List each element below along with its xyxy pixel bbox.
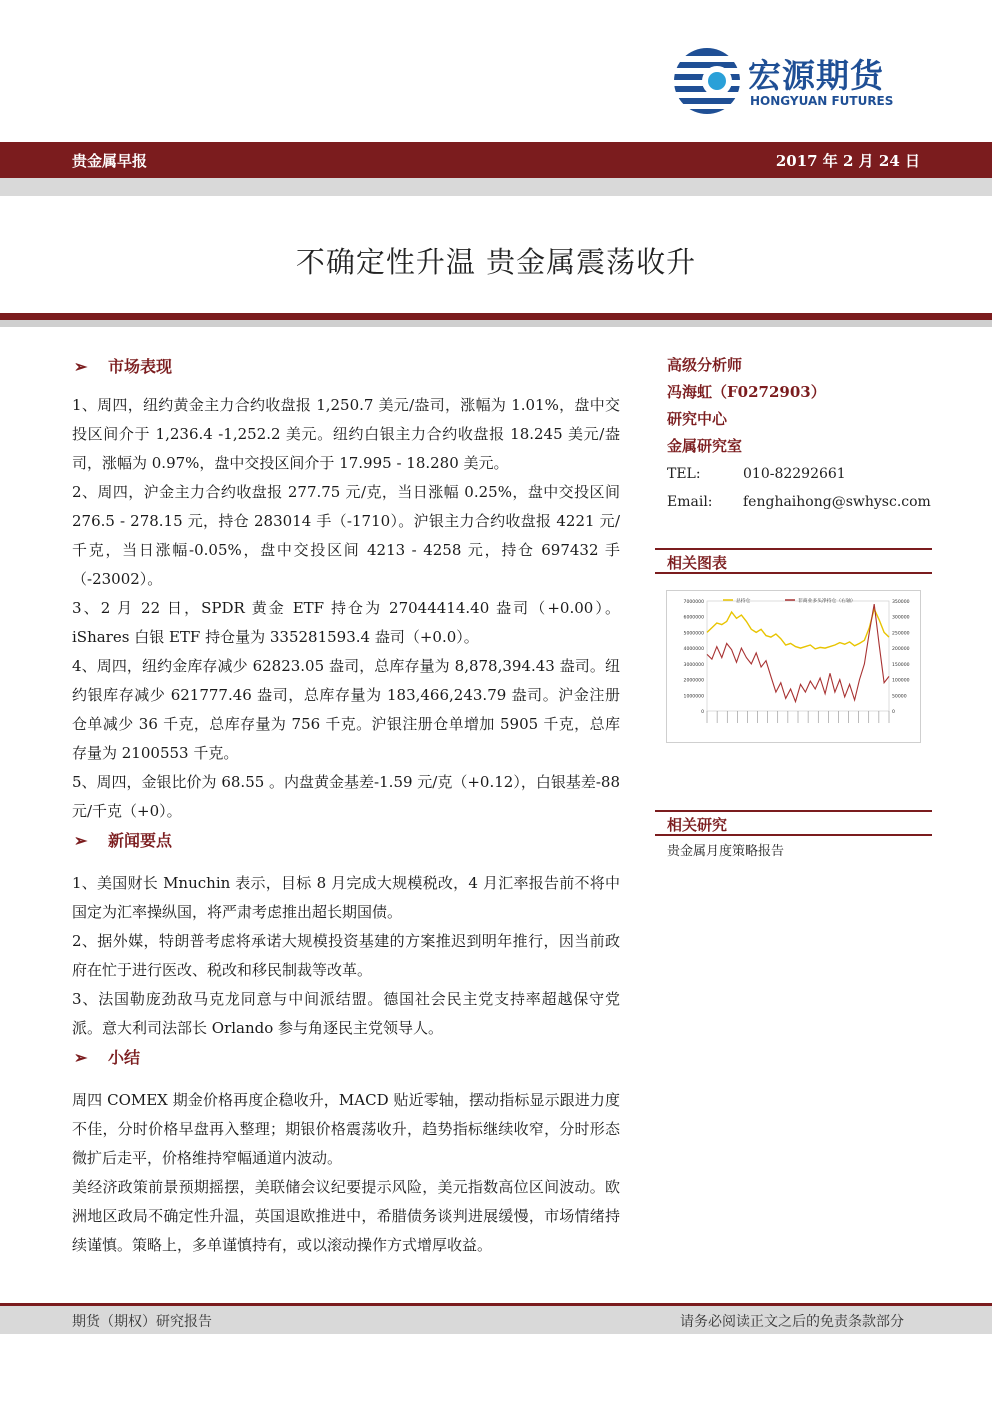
paragraph: 4、周四，纽约金库存减少 62823.05 盎司，总库存量为 8,878,394.43 盎司。纽约银库存减少 621777.46 盎司，总库存量为 183,466,243.79 盎司。沪金注册仓单减少 36 千克，总库存量为 756 千克。沪银注册仓单增加 5905 千克，总库存量为 2100553 千克。 bbox=[72, 657, 620, 762]
analyst-info bbox=[667, 352, 932, 516]
related-research-heading: 相关研究 bbox=[655, 810, 932, 836]
analyst-team: 金属研究室 bbox=[667, 437, 743, 455]
paragraph: 周四 COMEX 期金价格再度企稳收升，MACD 贴近零轴，摆动指标显示跟进力度不佳，分时价格早盘再入整理；期银价格震荡收升，趋势指标继续收窄，分时形态微扩后走平，价格维持窄幅通道内波动。 bbox=[72, 1091, 620, 1167]
series-line-net-long bbox=[707, 604, 889, 702]
y-right-tick-label: 300000 bbox=[892, 615, 910, 621]
section-heading bbox=[72, 826, 620, 856]
arrow-bullet-icon: ➢ bbox=[74, 831, 88, 850]
y-right-tick-label: 50000 bbox=[892, 694, 907, 700]
arrow-bullet-icon: ➢ bbox=[74, 1048, 88, 1067]
related-research-item[interactable]: 贵金属月度策略报告 bbox=[667, 844, 785, 859]
y-right-tick-label: 0 bbox=[892, 710, 895, 715]
company-logo bbox=[672, 46, 922, 116]
page-title: 不确定性升温 贵金属震荡收升 bbox=[295, 245, 697, 279]
analyst-tel: TEL: 010-82292661 bbox=[667, 466, 846, 482]
analyst-role: 高级分析师 bbox=[667, 356, 743, 374]
analyst-dept: 研究中心 bbox=[667, 410, 728, 428]
paragraph: 5、周四，金银比价为 68.55 。内盘黄金基差-1.59 元/克（+0.12），白银基差-88 元/千克（+0）。 bbox=[72, 773, 620, 820]
main-content bbox=[72, 352, 620, 1260]
y-right-tick-label: 250000 bbox=[892, 631, 910, 637]
y-right-tick-label: 200000 bbox=[892, 647, 910, 653]
section-title: 小结 bbox=[108, 1048, 141, 1067]
paragraph: 1、美国财长 Mnuchin 表示，目标 8 月完成大规模税改，4 月汇率报告前不将中国定为汇率操纵国，将严肃考虑推出超长期国债。 bbox=[72, 874, 620, 921]
email-link[interactable]: fenghaihong@swhysc.com bbox=[743, 494, 931, 510]
y-left-tick-label: 7000000 bbox=[683, 600, 704, 605]
y-left-tick-label: 0 bbox=[701, 710, 704, 715]
paragraph: 2、据外媒，特朗普考虑将承诺大规模投资基建的方案推迟到明年推行，因当前政府在忙于进行医改、税改和移民制裁等改革。 bbox=[72, 932, 620, 979]
y-left-tick-label: 2000000 bbox=[683, 678, 704, 684]
paragraph: 美经济政策前景预期摇摆，美联储会议纪要提示风险，美元指数高位区间波动。欧洲地区政局不确定性升温，英国退欧推进中，希腊债务谈判进展缓慢，市场情绪持续谨慎。策略上，多单谨慎持有，或以滚动操作方式增厚收益。 bbox=[72, 1178, 620, 1254]
report-date: 2017 年 2 月 24 日 bbox=[775, 152, 920, 170]
title-rule-dark bbox=[0, 313, 992, 320]
footer-disclaimer: 请务必阅读正文之后的免责条款部分 bbox=[680, 1314, 904, 1330]
related-charts-heading: 相关图表 bbox=[655, 548, 932, 574]
analyst-name: 冯海虹（F0272903） bbox=[667, 383, 826, 401]
section-heading bbox=[72, 1043, 620, 1073]
paragraph: 1、周四，纽约黄金主力合约收盘报 1,250.7 美元/盎司，涨幅为 1.01%，盘中交投区间介于 1,236.4 -1,252.2 美元。纽约白银主力合约收盘报 18.245 美元/盎司，涨幅为 0.97%，盘中交投区间介于 17.995 - 18.280 美元。 bbox=[72, 396, 620, 472]
y-left-tick-label: 3000000 bbox=[683, 662, 704, 668]
section-title: 市场表现 bbox=[108, 357, 173, 376]
position-chart bbox=[666, 590, 921, 743]
series-line-total bbox=[707, 609, 889, 649]
header-underline bbox=[0, 178, 992, 196]
series-legend-total: 总持仓 bbox=[736, 599, 751, 604]
analyst-email: Email: fenghaihong@swhysc.com bbox=[667, 494, 931, 510]
arrow-bullet-icon: ➢ bbox=[74, 357, 88, 376]
section-heading bbox=[72, 352, 620, 382]
paragraph: 3、法国勒庞劲敌马克龙同意与中间派结盟。德国社会民主党支持率超越保守党派。意大利司法部长 Orlando 参与角逐民主党领导人。 bbox=[72, 990, 620, 1037]
paragraph: 2、周四，沪金主力合约收盘报 277.75 元/克，当日涨幅 0.25%，盘中交投区间 276.5 - 278.15 元，持仓 283014 手（-1710）。沪银主力合约收盘报 4221 元/千克，当日涨幅-0.05%，盘中交投区间 4213 - 4258 元，持仓 697432 手（-23002）。 bbox=[72, 483, 620, 588]
section-title: 新闻要点 bbox=[108, 831, 173, 850]
position-chart-svg bbox=[667, 591, 920, 742]
report-type: 贵金属早报 bbox=[72, 152, 148, 170]
y-right-tick-label: 150000 bbox=[892, 662, 910, 668]
y-left-tick-label: 6000000 bbox=[683, 615, 704, 621]
logo-en-text: HONGYUAN FUTURES bbox=[750, 94, 894, 108]
title-rule-light bbox=[0, 320, 992, 327]
y-left-tick-label: 1000000 bbox=[683, 694, 704, 700]
y-left-tick-label: 5000000 bbox=[683, 631, 704, 637]
y-right-tick-label: 350000 bbox=[892, 600, 910, 605]
paragraph: 3、2 月 22 日，SPDR 黄金 ETF 持仓为 27044414.40 盎司（+0.00）。iShares 白银 ETF 持仓量为 335281593.4 盎司（+0.0）。 bbox=[72, 599, 620, 646]
hongyuan-logo-icon bbox=[672, 46, 746, 116]
series-legend-net-long: 非商业多头净持仓（右轴） bbox=[798, 599, 856, 604]
y-left-tick-label: 4000000 bbox=[683, 647, 704, 653]
footer-report-type: 期货（期权）研究报告 bbox=[72, 1314, 212, 1330]
y-right-tick-label: 100000 bbox=[892, 678, 910, 684]
logo-cn-text: 宏源期货 bbox=[748, 56, 884, 95]
